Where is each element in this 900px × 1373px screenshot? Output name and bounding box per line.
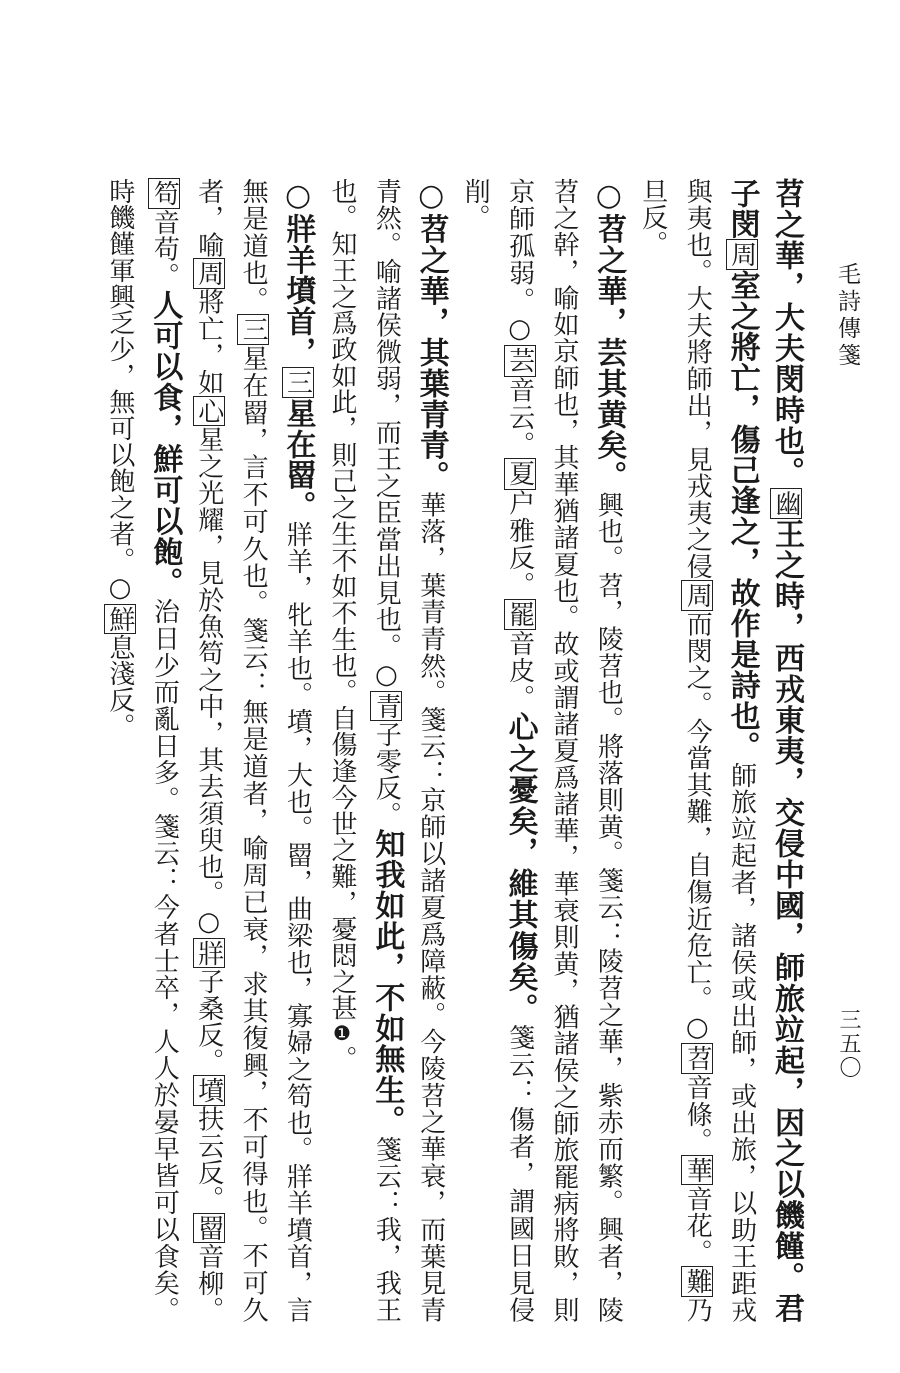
boxed-character: 三: [238, 315, 269, 344]
classic-text: 室之將亡，傷己逢之，故作是詩也。: [724, 270, 760, 762]
boxed-character: 周: [726, 241, 757, 269]
commentary-text: 音條。: [682, 1074, 713, 1155]
classic-text: ○苕之華，芸其黄矣。: [591, 178, 627, 492]
classic-text: 人可以食，鮮可以飽。: [147, 289, 183, 599]
commentary-text: 扶云反。: [193, 1105, 224, 1213]
boxed-character: 苕: [682, 1045, 713, 1073]
boxed-character: 青: [371, 692, 402, 720]
page-number: 三五〇: [836, 1008, 861, 1080]
classic-text: 王之時，西戎東夷，交侵中國，師旅竝起，因之以饑饉。君子閔: [724, 178, 804, 1323]
running-title: 毛詩傳箋: [834, 262, 860, 370]
boxed-character: 笱: [149, 180, 180, 207]
commentary-text: 華落，葉青青然。箋云：京師以諸夏爲障蔽。今陵苕之華衰，而葉見青青然。喻諸侯微弱，而王之臣當出見也。○: [371, 178, 446, 1323]
commentary-text: 子零反。: [371, 721, 402, 829]
commentary-text: 箋云：我，我王也。知王之爲政如此，則己之生不如不生也。自傷逢今世之難，憂悶之甚: [326, 178, 402, 1323]
commentary-text: 音柳。: [193, 1243, 224, 1323]
commentary-text: 興也。苕，陵苕也。將落則黄。箋云：陵苕之華，紫赤而繁。興者，陵苕之幹，喻如京師也，其華猶諸夏也。故或謂諸夏爲諸華，華衰則黄，猶諸侯之師旅罷病將敗，則京師孤弱。○: [504, 178, 624, 1323]
note-marker: ❶: [329, 1021, 354, 1046]
classic-text: ○苕之華，其葉青青。: [413, 178, 449, 492]
boxed-character: 難: [682, 1267, 713, 1295]
commentary-text: 箋云：傷者，謂國日見侵削。: [460, 178, 535, 1323]
main-text-column: [48, 178, 808, 1323]
classic-text: 心之憂矣，維其傷矣。: [502, 711, 538, 1025]
commentary-text: 子桑反。: [193, 968, 224, 1076]
commentary-text: 而閔之。今當其難，自傷近危亡。○: [682, 610, 713, 1044]
boxed-character: 墳: [193, 1077, 224, 1104]
classic-text: 苕之華，大夫閔時也。: [769, 178, 804, 488]
commentary-text: 牂羊，牝羊也。墳，大也。罶，曲梁也，寡婦之笱也。牂羊墳首，言無是道也。: [238, 178, 313, 1323]
boxed-character: 心: [193, 397, 224, 425]
paragraph: [453, 178, 631, 1323]
commentary-text: 星之光耀，見於魚笱之中，其去須臾也。○: [193, 426, 224, 938]
commentary-text: 。: [326, 1045, 357, 1072]
boxed-character: 牂: [193, 939, 224, 967]
boxed-character: 幽: [771, 489, 801, 517]
paragraph: [630, 178, 808, 1323]
commentary-text: 音云。: [504, 376, 535, 459]
boxed-character: 芸: [504, 347, 535, 375]
commentary-text: 音皮。: [504, 629, 535, 712]
commentary-text: 師旅竝起者，諸侯或出師，或出旅，以助王距戎與夷也。大夫將師出，見戎夷之侵: [682, 178, 757, 1323]
boxed-character: 華: [682, 1156, 713, 1184]
boxed-character: 周: [682, 581, 713, 609]
commentary-text: 星在罶，言不可久也。箋云：無是道者，喻周已衰，求其復興，不可得也。不可久者，喻: [193, 178, 269, 1323]
commentary-text: 息淺反。: [104, 633, 135, 740]
commentary-text: 音花。: [682, 1185, 713, 1266]
commentary-text: 音苟。: [149, 208, 180, 290]
boxed-character: 三: [282, 369, 313, 397]
classic-text: ○牂羊墳首，: [280, 178, 316, 368]
commentary-text: 户雅反。: [504, 489, 535, 599]
paragraph: [98, 178, 320, 1323]
paragraph: [320, 178, 453, 1323]
commentary-text: 乃旦反。: [637, 178, 713, 1323]
classic-text: 星在罶。: [280, 398, 316, 522]
commentary-text: 治日少而亂日多。箋云：今者士卒，人人於晏早皆可以食矣。時饑饉軍興乏少，無可以飽之者。○: [104, 178, 180, 1323]
boxed-character: 周: [193, 260, 224, 287]
commentary-text: 將亡，如: [193, 288, 224, 396]
boxed-character: 夏: [504, 460, 535, 488]
classic-text: 知我如此，不如無生。: [369, 828, 405, 1137]
boxed-character: 罶: [193, 1214, 224, 1242]
boxed-character: 罷: [504, 600, 535, 628]
boxed-character: 鮮: [104, 605, 135, 632]
